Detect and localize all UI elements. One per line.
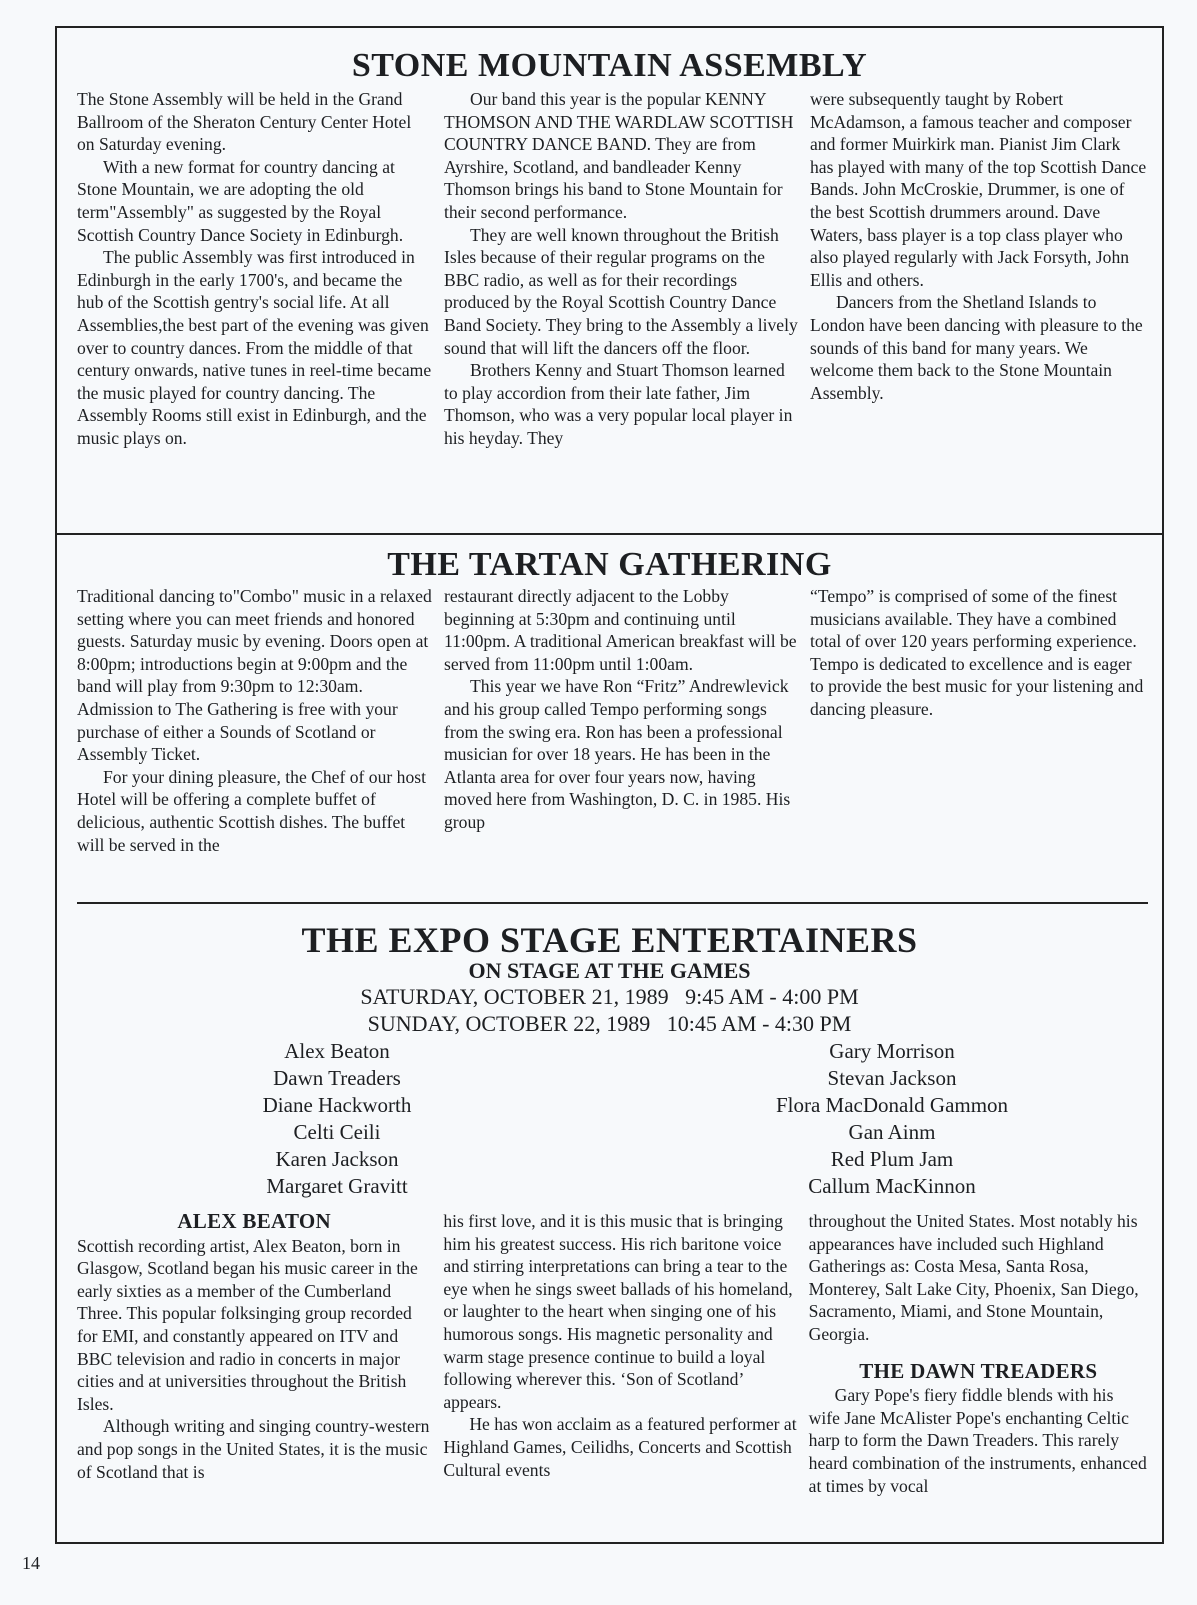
stone-col-2 [444,88,810,450]
entertainer-name: Gary Morrison [829,1039,955,1063]
entertainers-right-list [727,1038,1057,1200]
stone-col-1 [77,88,444,450]
entertainers-left-list [197,1038,477,1200]
entertainer-name: Red Plum Jam [830,1147,954,1171]
expo-col-3 [809,1210,1148,1497]
tartan-col-2 [444,585,810,856]
expo-col1-p1: Scottish recording artist, Alex Beaton, born in Glasgow, Scotland began his music career in the early sixties as a member of the Cumberland Three. This popular folksinging group recorded for EMI, and constantly appeared on ITV and BBC television and radio in concerts in major cities and at universities throughout the British Isles. [77,1235,418,1414]
entertainer-name: Celti Ceili [293,1120,381,1144]
expo-section [57,904,1162,1544]
entertainer-name: Diane Hackworth [262,1093,412,1117]
expo-title: THE EXPO STAGE ENTERTAINERS [301,920,918,960]
entertainer-name: Alex Beaton [284,1039,390,1063]
tartan-col-3 [810,585,1148,856]
stone-col2-p1: Our band this year is the popular KENNY THOMSON AND THE WARDLAW SCOTTISH COUNTRY DANCE BAND. They are from Ayrshire, Scotland, and bandleader Kenny Thomson brings his band to Stone Mountain for their second performance. [444,89,794,222]
stone-mountain-section [57,28,1162,533]
page-frame [55,26,1164,1544]
stone-col3-p2: Dancers from the Shetland Islands to London have been dancing with pleasure to the sounds of this band for many years. We welcome them back to the Stone Mountain Assembly. [810,292,1143,403]
stone-title: STONE MOUNTAIN ASSEMBLY [351,47,868,84]
entertainer-name: Flora MacDonald Gammon [775,1093,1009,1117]
page-number: 14 [22,1553,40,1573]
dawn-treaders-p1: Gary Pope's fiery fiddle blends with his wife Jane McAlister Pope's enchanting Celtic harp to form the Dawn Treaders. This rarely heard combination of the instruments, enhanced at times by vocal [808,1385,1147,1496]
entertainer-name: Callum MacKinnon [808,1174,976,1198]
expo-subtitle: ON STAGE AT THE GAMES [468,958,751,983]
tartan-col1-p1: Traditional dancing to"Combo" music in a relaxed setting where you can meet friends and honored guests. Saturday music by evening. Doors open at 8:00pm; introductions begin at 9:00pm and the band will play from 9:30pm to 12:30am. Admission to The Gathering is free with your purchase of either a Sounds of Scotland or Assembly Ticket. [77,586,432,765]
stone-col1-p3: The public Assembly was first introduced in Edinburgh in the early 1700's, and became the hub of the Scottish gentry's social life. At all Assemblies,the best part of the evening was given over to country dances. From the middle of that century onwards, native tunes in reel-time became the music played for country dancing. The Assembly Rooms still exist in Edinburgh, and the music plays on. [77,247,432,448]
entertainer-name: Dawn Treaders [273,1066,401,1090]
entertainer-name: Gan Ainm [848,1120,936,1144]
alex-beaton-heading: ALEX BEATON [177,1209,331,1233]
stone-col2-p2: They are well known throughout the British Isles because of their regular programs on the BBC radio, as well as for their recordings produced by the Royal Scottish Country Dance Band Society. They bring to the Assembly a lively sound that will lift the dancers off the floor. [444,224,798,358]
dawn-treaders-heading: THE DAWN TREADERS [859,1358,1098,1383]
expo-date-saturday: SATURDAY, OCTOBER 21, 1989 9:45 AM - 4:00 PM [360,984,859,1009]
expo-col3-p1: throughout the United States. Most notably his appearances have included such Highland Gatherings as: Costa Mesa, Santa Rosa, Monterey, Salt Lake City, Phoenix, San Diego, Sacramento, Miami, and Stone Mountain, Georgia. [808,1211,1139,1344]
expo-col2-p2: He has won acclaim as a featured performer at Highland Games, Ceilidhs, Concerts and Scottish Cultural events [443,1414,797,1480]
expo-col1-p2: Although writing and singing country-western and pop songs in the United States, it is the music of Scotland that is [77,1416,430,1482]
stone-col1-p2: With a new format for country dancing at Stone Mountain, we are adopting the old term"Assembly" as suggested by the Royal Scottish Country Dance Society in Edinburgh. [77,156,404,245]
stone-col-3 [810,88,1148,450]
tartan-section [57,535,1162,900]
entertainer-name: Margaret Gravitt [266,1174,408,1198]
stone-col1-p1: The Stone Assembly will be held in the Grand Ballroom of the Sheraton Century Center Hotel on Saturday evening. [77,89,412,155]
tartan-col3-p1: “Tempo” is comprised of some of the finest musicians available. They have a combined total of over 120 years performing experience. Tempo is dedicated to excellence and is eager to provide the best music for your listening and dancing pleasure. [810,586,1144,719]
tartan-col-1 [77,585,444,856]
tartan-title: THE TARTAN GATHERING [387,546,832,583]
tartan-col2-p1: restaurant directly adjacent to the Lobby beginning at 5:30pm and continuing until 11:00pm. A traditional American breakfast will be served from 11:00pm until 1:00am. [444,586,797,674]
expo-col-2 [443,1210,808,1497]
expo-col-1 [77,1210,443,1497]
entertainer-name: Stevan Jackson [827,1066,957,1090]
tartan-col2-p2: This year we have Ron “Fritz” Andrewlevick and his group called Tempo performing songs from the swing era. Ron has been a professional musician for over 18 years. He has been in the Atlanta area for over four years now, having moved here from Washington, D. C. in 1985. His group [444,676,791,832]
expo-col2-p1: his first love, and it is this music that is bringing him his greatest success. His rich baritone voice and stirring interpretations can bring a tear to the eye when he sings sweet ballads of his homeland, or laughter to the heart when singing one of his humorous songs. His magnetic personality and warm stage presence continue to build a loyal following wherever this. ‘Son of Scotland’ appears. [443,1211,793,1412]
stone-col3-p1: were subsequently taught by Robert McAdamson, a famous teacher and composer and former Muirkirk man. Pianist Jim Clark has played with many of the top Scottish Dance Bands. John McCroskie, Drummer, is one of the best Scottish drummers around. Dave Waters, bass player is a top class player who also played regularly with Jack Forsyth, John Ellis and others. [810,89,1147,290]
stone-col2-p3: Brothers Kenny and Stuart Thomson learned to play accordion from their late father, Jim Thomson, who was a very popular local player in his heyday. They [444,360,793,448]
entertainer-name: Karen Jackson [275,1147,399,1171]
tartan-col1-p2: For your dining pleasure, the Chef of our host Hotel will be offering a complete buffet of delicious, authentic Scottish dishes. The buffet will be served in the [77,766,426,855]
expo-date-sunday: SUNDAY, OCTOBER 22, 1989 10:45 AM - 4:30 PM [367,1011,852,1036]
